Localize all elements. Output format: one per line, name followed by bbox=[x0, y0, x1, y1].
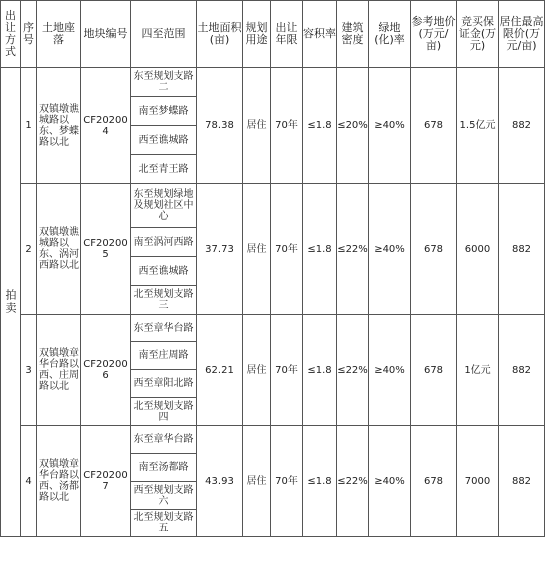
ref-price-cell: 678 bbox=[411, 315, 457, 426]
seq-cell: 4 bbox=[21, 426, 37, 537]
green-cell: ≥40% bbox=[369, 426, 411, 537]
density-cell: ≤22% bbox=[337, 315, 369, 426]
header-plot-no: 地块编号 bbox=[81, 1, 131, 68]
term-cell: 70年 bbox=[271, 426, 303, 537]
far-cell: ≤1.8 bbox=[303, 184, 337, 315]
area-cell: 62.21 bbox=[197, 315, 243, 426]
density-cell: ≤22% bbox=[337, 184, 369, 315]
table-row bbox=[1, 184, 545, 228]
header-area: 土地面积(亩) bbox=[197, 1, 243, 68]
plot-no-cell: CF202007 bbox=[81, 426, 131, 537]
header-ref-price: 参考地价(万元/亩) bbox=[411, 1, 457, 68]
plot-no-cell: CF202004 bbox=[81, 68, 131, 184]
use-cell: 居住 bbox=[243, 426, 271, 537]
seq-cell: 2 bbox=[21, 184, 37, 315]
boundary-east: 东至规划绿地及规划社区中心 bbox=[131, 184, 197, 228]
header-green: 绿地(化)率 bbox=[369, 1, 411, 68]
location-cell: 双镇墩谯城路以东、涡河西路以北 bbox=[37, 184, 81, 315]
header-method: 出让方式 bbox=[1, 1, 21, 68]
header-location: 土地座落 bbox=[37, 1, 81, 68]
plot-no-cell: CF202005 bbox=[81, 184, 131, 315]
header-use: 规划用途 bbox=[243, 1, 271, 68]
green-cell: ≥40% bbox=[369, 315, 411, 426]
green-cell: ≥40% bbox=[369, 68, 411, 184]
plot-no-cell: CF202006 bbox=[81, 315, 131, 426]
max-price-cell: 882 bbox=[499, 315, 545, 426]
boundary-east: 东至规划支路二 bbox=[131, 68, 197, 97]
header-row bbox=[1, 1, 545, 68]
deposit-cell: 6000 bbox=[457, 184, 499, 315]
table-row bbox=[1, 315, 545, 342]
term-cell: 70年 bbox=[271, 184, 303, 315]
boundary-west: 西至谯城路 bbox=[131, 257, 197, 286]
area-cell: 37.73 bbox=[197, 184, 243, 315]
method-cell bbox=[1, 68, 21, 537]
boundary-east: 东至章华台路 bbox=[131, 426, 197, 454]
ref-price-cell: 678 bbox=[411, 184, 457, 315]
area-cell: 43.93 bbox=[197, 426, 243, 537]
area-cell: 78.38 bbox=[197, 68, 243, 184]
table-row bbox=[1, 426, 545, 454]
max-price-cell: 882 bbox=[499, 426, 545, 537]
term-cell: 70年 bbox=[271, 68, 303, 184]
density-cell: ≤22% bbox=[337, 426, 369, 537]
boundary-south: 南至庄周路 bbox=[131, 342, 197, 370]
use-cell: 居住 bbox=[243, 315, 271, 426]
header-density: 建筑密度 bbox=[337, 1, 369, 68]
header-term: 出让年限 bbox=[271, 1, 303, 68]
deposit-cell: 1亿元 bbox=[457, 315, 499, 426]
term-cell: 70年 bbox=[271, 315, 303, 426]
deposit-cell: 7000 bbox=[457, 426, 499, 537]
header-seq: 序号 bbox=[21, 1, 37, 68]
boundary-south: 南至汤都路 bbox=[131, 454, 197, 482]
ref-price-cell: 678 bbox=[411, 426, 457, 537]
method-value: 拍卖 bbox=[4, 289, 17, 315]
table-row bbox=[1, 68, 545, 97]
ref-price-cell: 678 bbox=[411, 68, 457, 184]
header-deposit: 竞买保证金(万元) bbox=[457, 1, 499, 68]
far-cell: ≤1.8 bbox=[303, 68, 337, 184]
boundary-west: 西至章阳北路 bbox=[131, 370, 197, 398]
boundary-west: 西至规划支路六 bbox=[131, 482, 197, 510]
use-cell: 居住 bbox=[243, 68, 271, 184]
boundary-east: 东至章华台路 bbox=[131, 315, 197, 342]
location-cell: 双镇墩章华台路以西、汤都路以北 bbox=[37, 426, 81, 537]
boundary-north: 北至青王路 bbox=[131, 155, 197, 184]
boundary-north: 北至规划支路三 bbox=[131, 286, 197, 315]
seq-cell: 3 bbox=[21, 315, 37, 426]
boundary-north: 北至规划支路四 bbox=[131, 398, 197, 426]
boundary-north: 北至规划支路五 bbox=[131, 510, 197, 537]
header-boundaries: 四至范围 bbox=[131, 1, 197, 68]
deposit-cell: 1.5亿元 bbox=[457, 68, 499, 184]
green-cell: ≥40% bbox=[369, 184, 411, 315]
boundary-west: 西至谯城路 bbox=[131, 126, 197, 155]
max-price-cell: 882 bbox=[499, 184, 545, 315]
boundary-south: 南至梦蝶路 bbox=[131, 97, 197, 126]
header-max-price: 居住最高限价(万元/亩) bbox=[499, 1, 545, 68]
header-far: 容积率 bbox=[303, 1, 337, 68]
max-price-cell: 882 bbox=[499, 68, 545, 184]
boundary-south: 南至涡河西路 bbox=[131, 228, 197, 257]
far-cell: ≤1.8 bbox=[303, 426, 337, 537]
far-cell: ≤1.8 bbox=[303, 315, 337, 426]
use-cell: 居住 bbox=[243, 184, 271, 315]
location-cell: 双镇墩谯城路以东、梦蝶路以北 bbox=[37, 68, 81, 184]
location-cell: 双镇墩章华台路以西、庄周路以北 bbox=[37, 315, 81, 426]
seq-cell: 1 bbox=[21, 68, 37, 184]
density-cell: ≤20% bbox=[337, 68, 369, 184]
